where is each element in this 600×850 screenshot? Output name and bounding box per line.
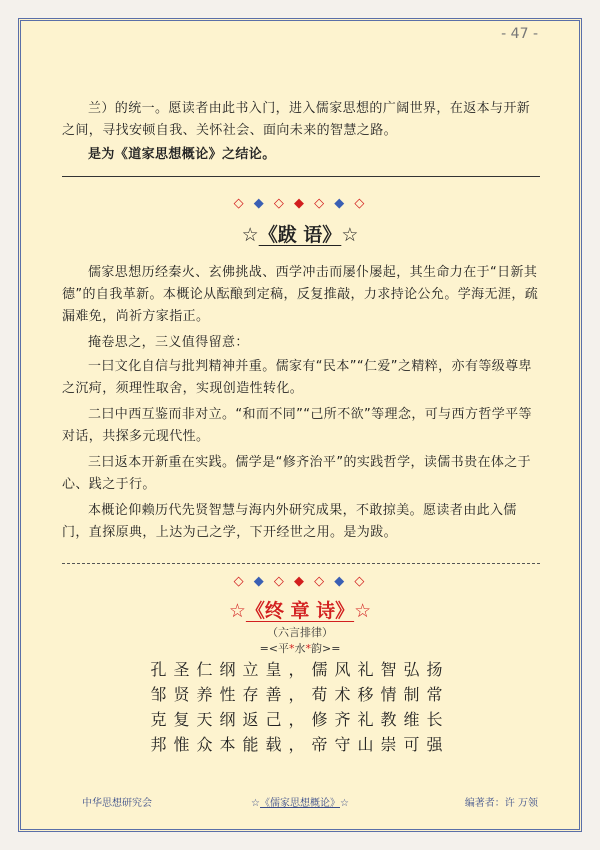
postscript-paragraph: 儒家思想历经秦火、玄佛挑战、西学冲击而屡仆屡起，其生命力在于“日新其德”的自我革新。本概论从酝酿到定稿，反复推敲，力求持论公允。学海无涯，疏漏难免，尚祈方家指正。	[62, 265, 539, 324]
intro-paragraph: 兰）的统一。愿读者由此书入门，进入儒家思想的广阔世界，在返本与开新之间，寻找安顿自我、关怀社会、面向未来的智慧之路。	[62, 101, 531, 138]
postscript-paragraph: 一曰文化自信与批判精神并重。儒家有“民本”“仁爱”之精粹，亦有等级尊卑之沉疴，须理性取舍，实现创造性转化。	[62, 359, 532, 396]
asterisk-icon: *	[305, 642, 311, 655]
postscript-heading	[0, 220, 600, 247]
footer-organization: 中华思想研究会	[82, 798, 152, 809]
postscript-paragraph: 本概论仰赖历代先贤智慧与海内外研究成果，不敢掠美。愿读者由此入儒门，直探原典，上达为己之学，下开经世之用。是为跋。	[62, 503, 517, 540]
rhyme-mid: 水	[294, 642, 306, 655]
postscript-paragraph: 掩卷思之，三义值得留意：	[88, 335, 249, 350]
poem-form: （六言排律）	[267, 626, 333, 639]
poem-line: 克复天纲返己，修齐礼教维长	[150, 710, 450, 729]
outline-diamond-icon: ◇	[354, 196, 367, 211]
postscript-title: 《跋 语》	[258, 224, 342, 246]
outline-diamond-icon: ◇	[314, 574, 327, 589]
filled-diamond-icon: ◆	[253, 196, 266, 211]
section-divider	[62, 176, 540, 177]
star-icon: ☆	[241, 224, 259, 246]
footer-author: 编著者：许 万领	[464, 798, 538, 809]
dashed-divider	[62, 563, 540, 564]
diamond-ornament	[0, 574, 600, 589]
poem-line: 邦惟众本能载，帝守山崇可强	[150, 735, 450, 754]
filled-diamond-icon: ◆	[253, 574, 266, 589]
filled-diamond-icon: ◆	[334, 196, 347, 211]
filled-diamond-icon: ◆	[294, 196, 306, 211]
star-icon: ☆	[341, 224, 359, 246]
star-icon: ☆	[354, 600, 372, 622]
page-number: - 47 -	[501, 26, 538, 42]
conclusion-line: 是为《道家思想概论》之结论。	[88, 147, 276, 162]
poem-rhyme	[0, 640, 600, 656]
asterisk-icon: *	[289, 642, 295, 655]
filled-diamond-icon: ◆	[294, 574, 306, 589]
ending-poem-title: 《终 章 诗》	[245, 600, 355, 622]
postscript-paragraph: 三曰返本开新重在实践。儒学是“修齐治平”的实践哲学，读儒书贵在体之于心、践之于行。	[62, 455, 532, 492]
filled-diamond-icon: ◆	[334, 574, 347, 589]
outline-diamond-icon: ◇	[233, 574, 246, 589]
outline-diamond-icon: ◇	[273, 196, 286, 211]
star-icon: ☆	[251, 798, 260, 809]
poem-line: 孔圣仁纲立皇，儒风礼智弘扬	[150, 660, 450, 679]
ending-poem-heading	[0, 596, 600, 623]
star-icon: ☆	[340, 798, 349, 809]
rhyme-suffix: 韵>=	[311, 642, 341, 655]
outline-diamond-icon: ◇	[233, 196, 246, 211]
diamond-ornament	[0, 196, 600, 211]
postscript-paragraph: 二曰中西互鉴而非对立。“和而不同”“己所不欲”等理念，可与西方哲学平等对话，共探多元现代性。	[62, 407, 532, 444]
outline-diamond-icon: ◇	[354, 574, 367, 589]
footer-title: 《儒家思想概论》	[260, 798, 340, 809]
poem-line: 邹贤养性存善，荀术移情制常	[150, 685, 450, 704]
star-icon: ☆	[228, 600, 246, 622]
outline-diamond-icon: ◇	[314, 196, 327, 211]
rhyme-prefix: =<平	[259, 642, 289, 655]
outline-diamond-icon: ◇	[273, 574, 286, 589]
